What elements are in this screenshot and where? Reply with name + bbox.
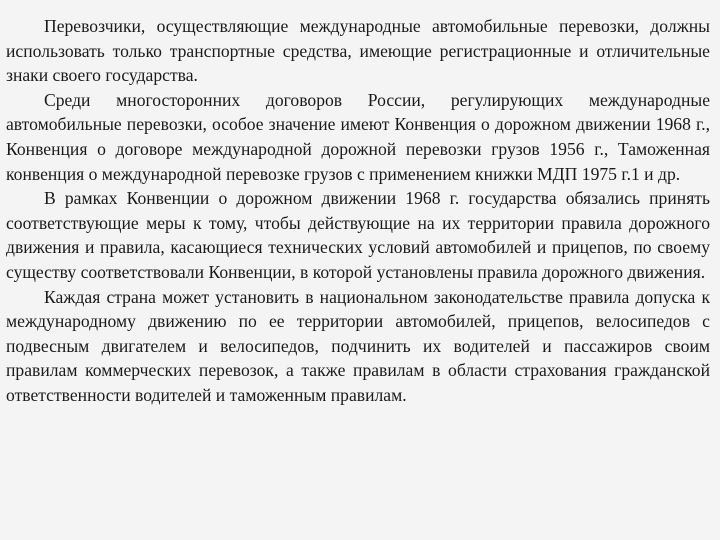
paragraph-2: Среди многосторонних договоров России, регулирующих международные автомобильные перевозки, особое значение имеют Конвенция о дорожном движении 1968 г., Конвенция о договоре международной дорожной перевозки грузов 1956 г., Таможенная конвенция о международной перевозке грузов с применением книжки МДП 1975 г.1 и др. bbox=[6, 89, 710, 184]
paragraph-3: В рамках Конвенции о дорожном движении 1968 г. государства обязались принять соответствующие меры к тому, чтобы действующие на их территории правила дорожного движения и правила, касающиеся технических условий автомобилей и прицепов, по своему существу соответствовали Конвенции, в которой установлены правила дорожного движения. bbox=[6, 188, 710, 282]
paragraph-1: Перевозчики, осуществляющие международные автомобильные перевозки, должны использовать только транспортные средства, имеющие регистрационные и отличительные знаки своего государства. bbox=[6, 16, 710, 86]
document-body bbox=[6, 14, 710, 408]
paragraph-4: Каждая страна может установить в национальном законодательстве правила допуска к международному движению по ее территории автомобилей, прицепов, велосипедов с подвесным двигателем и велосипедов, подчинить их водителей и пассажиров своим правилам коммерческих перевозок, а также правилам в области страхования гражданской ответственности водителей и таможенным правилам. bbox=[6, 286, 710, 405]
